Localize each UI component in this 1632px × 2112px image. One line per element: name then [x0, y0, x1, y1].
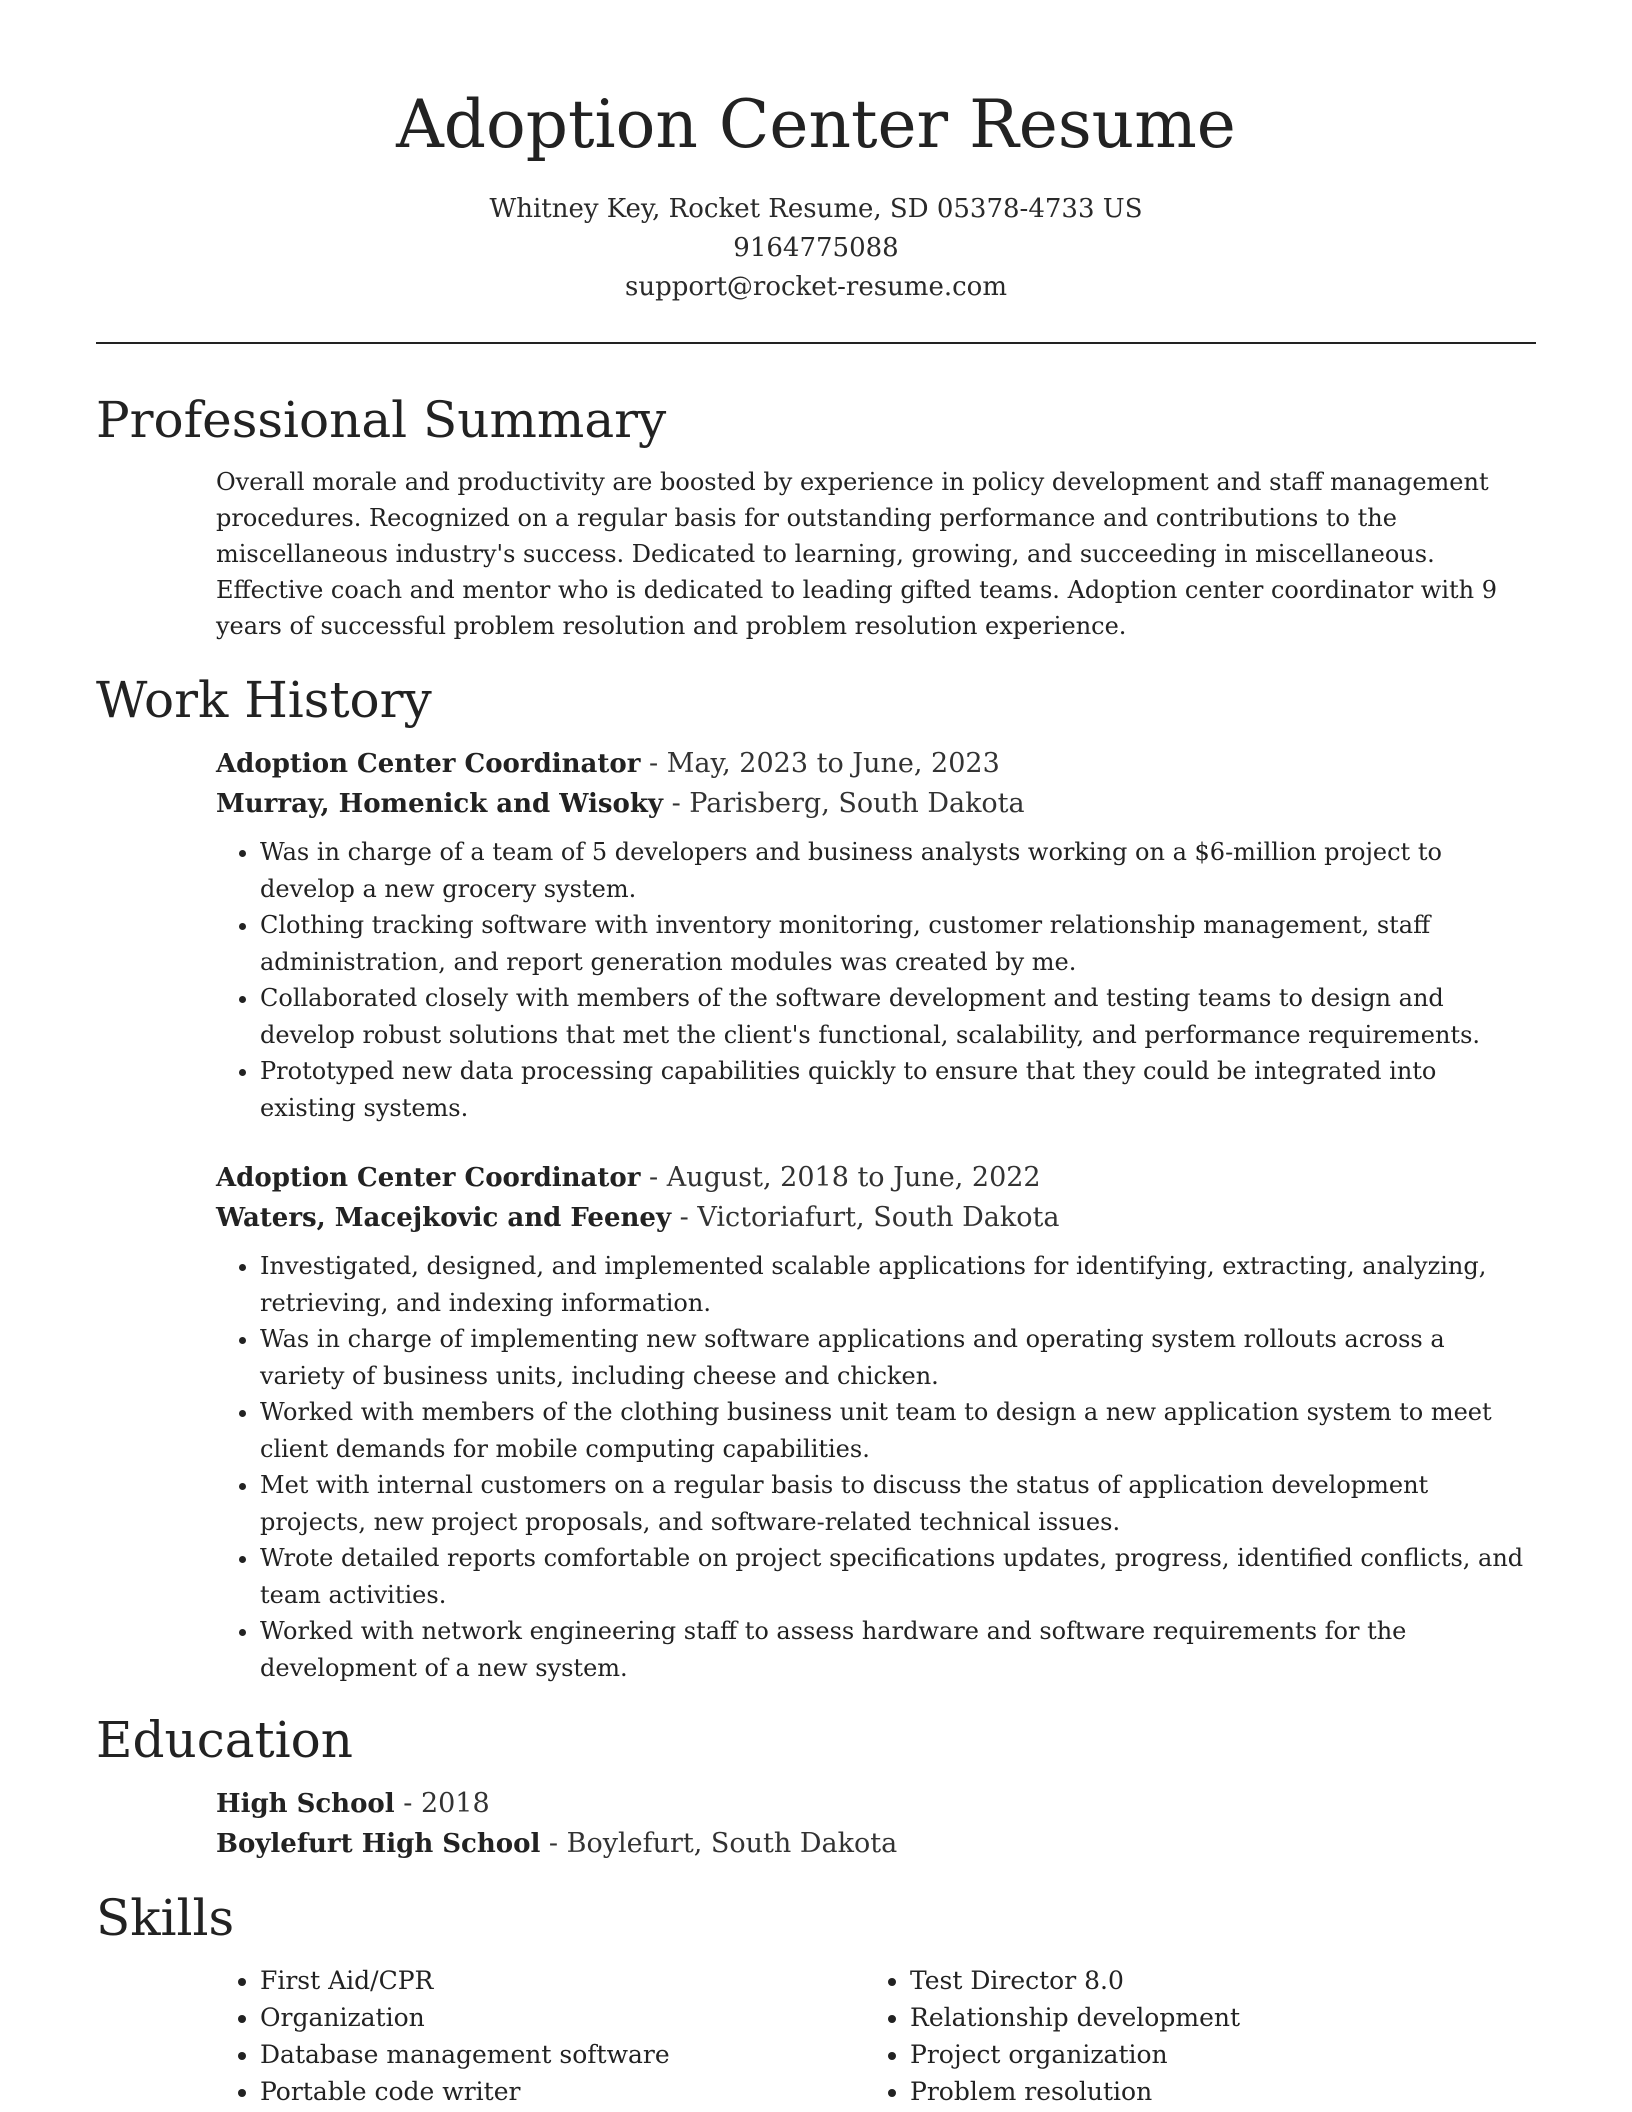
job-bullets	[216, 834, 1536, 1126]
job-company-line	[216, 784, 1536, 824]
list-item: • Prototyped new data processing capabilities quickly to ensure that they could be integrated into existing systems.	[260, 1053, 1536, 1126]
education-degree-line	[216, 1784, 1536, 1824]
job-company: Murray, Homenick and Wisoky	[216, 789, 663, 819]
summary-text: Overall morale and productivity are boosted by experience in policy development and staff management procedures. Recognized on a regular basis for outstanding performance and contributions to the miscellaneous industry's success. Dedicated to learning, growing, and succeeding in miscellaneous. Effective coach and mentor who is dedicated to leading gifted teams. Adoption center coordinator with 9 years of successful problem resolution and problem resolution experience.	[216, 468, 1498, 640]
education-heading: Education	[96, 1711, 353, 1769]
list-item: • Met with internal customers on a regular basis to discuss the status of application development projects, new project proposals, and software-related technical issues.	[260, 1467, 1536, 1540]
list-item: • Was in charge of a team of 5 developers and business analysts working on a $6-million project to develop a new grocery system.	[260, 834, 1536, 907]
job-dates: - May, 2023 to June, 2023	[640, 748, 1000, 779]
job-title: Adoption Center Coordinator	[216, 1163, 641, 1193]
skills-list	[216, 1962, 866, 2110]
resume-header	[96, 0, 1536, 307]
education-entry	[96, 1784, 1536, 1864]
contact-address: Whitney Key, Rocket Resume, SD 05378-4733 US	[489, 194, 1143, 224]
skills-column-left	[216, 1950, 866, 2110]
education-section	[96, 1708, 1536, 1864]
skill-item: • Problem resolution	[910, 2073, 1516, 2110]
list-item: • Collaborated closely with members of the software development and testing teams to design and develop robust solutions that met the client's functional, scalability, and performance requirements.	[260, 980, 1536, 1053]
resume-page	[96, 0, 1536, 2110]
skills-list	[866, 1962, 1516, 2110]
list-item: • Worked with members of the clothing business unit team to design a new application system to meet client demands for mobile computing capabilities.	[260, 1394, 1536, 1467]
skills-heading: Skills	[96, 1889, 235, 1947]
job-company-line	[216, 1198, 1536, 1238]
education-location: - Boylefurt, South Dakota	[540, 1828, 898, 1859]
page-title: Adoption Center Resume	[396, 86, 1236, 163]
skill-item: • Project organization	[910, 2036, 1516, 2073]
header-divider	[96, 342, 1536, 344]
work-section	[96, 668, 1536, 1686]
skills-grid	[216, 1950, 1536, 2110]
skill-item: • Organization	[260, 1999, 866, 2036]
job-title: Adoption Center Coordinator	[216, 749, 641, 779]
skills-body	[96, 1950, 1536, 2110]
skill-item: • First Aid/CPR	[260, 1962, 866, 1999]
summary-body	[96, 464, 1536, 644]
list-item: • Investigated, designed, and implemented scalable applications for identifying, extracting, analyzing, retrieving, and indexing information.	[260, 1248, 1536, 1321]
contact-phone: 9164775088	[733, 233, 899, 263]
skills-section	[96, 1886, 1536, 2110]
education-degree: High School	[216, 1789, 395, 1819]
summary-heading: Professional Summary	[96, 391, 667, 449]
job-location: - Parisberg, South Dakota	[663, 788, 1025, 819]
job-title-line	[216, 744, 1536, 784]
skill-item: • Database management software	[260, 2036, 866, 2073]
list-item: • Clothing tracking software with inventory monitoring, customer relationship management, staff administration, and report generation modules was created by me.	[260, 907, 1536, 980]
work-heading: Work History	[96, 671, 432, 729]
skills-column-right	[866, 1950, 1516, 2110]
job-location: - Victoriafurt, South Dakota	[671, 1202, 1060, 1233]
job-title-line	[216, 1158, 1536, 1198]
list-item: • Wrote detailed reports comfortable on project specifications updates, progress, identified conflicts, and team activities.	[260, 1540, 1536, 1613]
list-item: • Worked with network engineering staff to assess hardware and software requirements for the development of a new system.	[260, 1613, 1536, 1686]
job-company: Waters, Macejkovic and Feeney	[216, 1203, 672, 1233]
job-dates: - August, 2018 to June, 2022	[640, 1162, 1041, 1193]
skill-item: • Test Director 8.0	[910, 1962, 1516, 1999]
contact-email: support@rocket-resume.com	[624, 272, 1007, 302]
education-school-line	[216, 1824, 1536, 1864]
list-item: • Was in charge of implementing new software applications and operating system rollouts across a variety of business units, including cheese and chicken.	[260, 1321, 1536, 1394]
contact-info	[96, 190, 1536, 307]
job-bullets	[216, 1248, 1536, 1686]
education-school: Boylefurt High School	[216, 1829, 541, 1859]
skill-item: • Relationship development	[910, 1999, 1516, 2036]
skill-item: • Portable code writer	[260, 2073, 866, 2110]
job-entry	[96, 1158, 1536, 1686]
education-year: - 2018	[394, 1788, 490, 1819]
job-entry	[96, 744, 1536, 1126]
summary-section	[96, 388, 1536, 644]
